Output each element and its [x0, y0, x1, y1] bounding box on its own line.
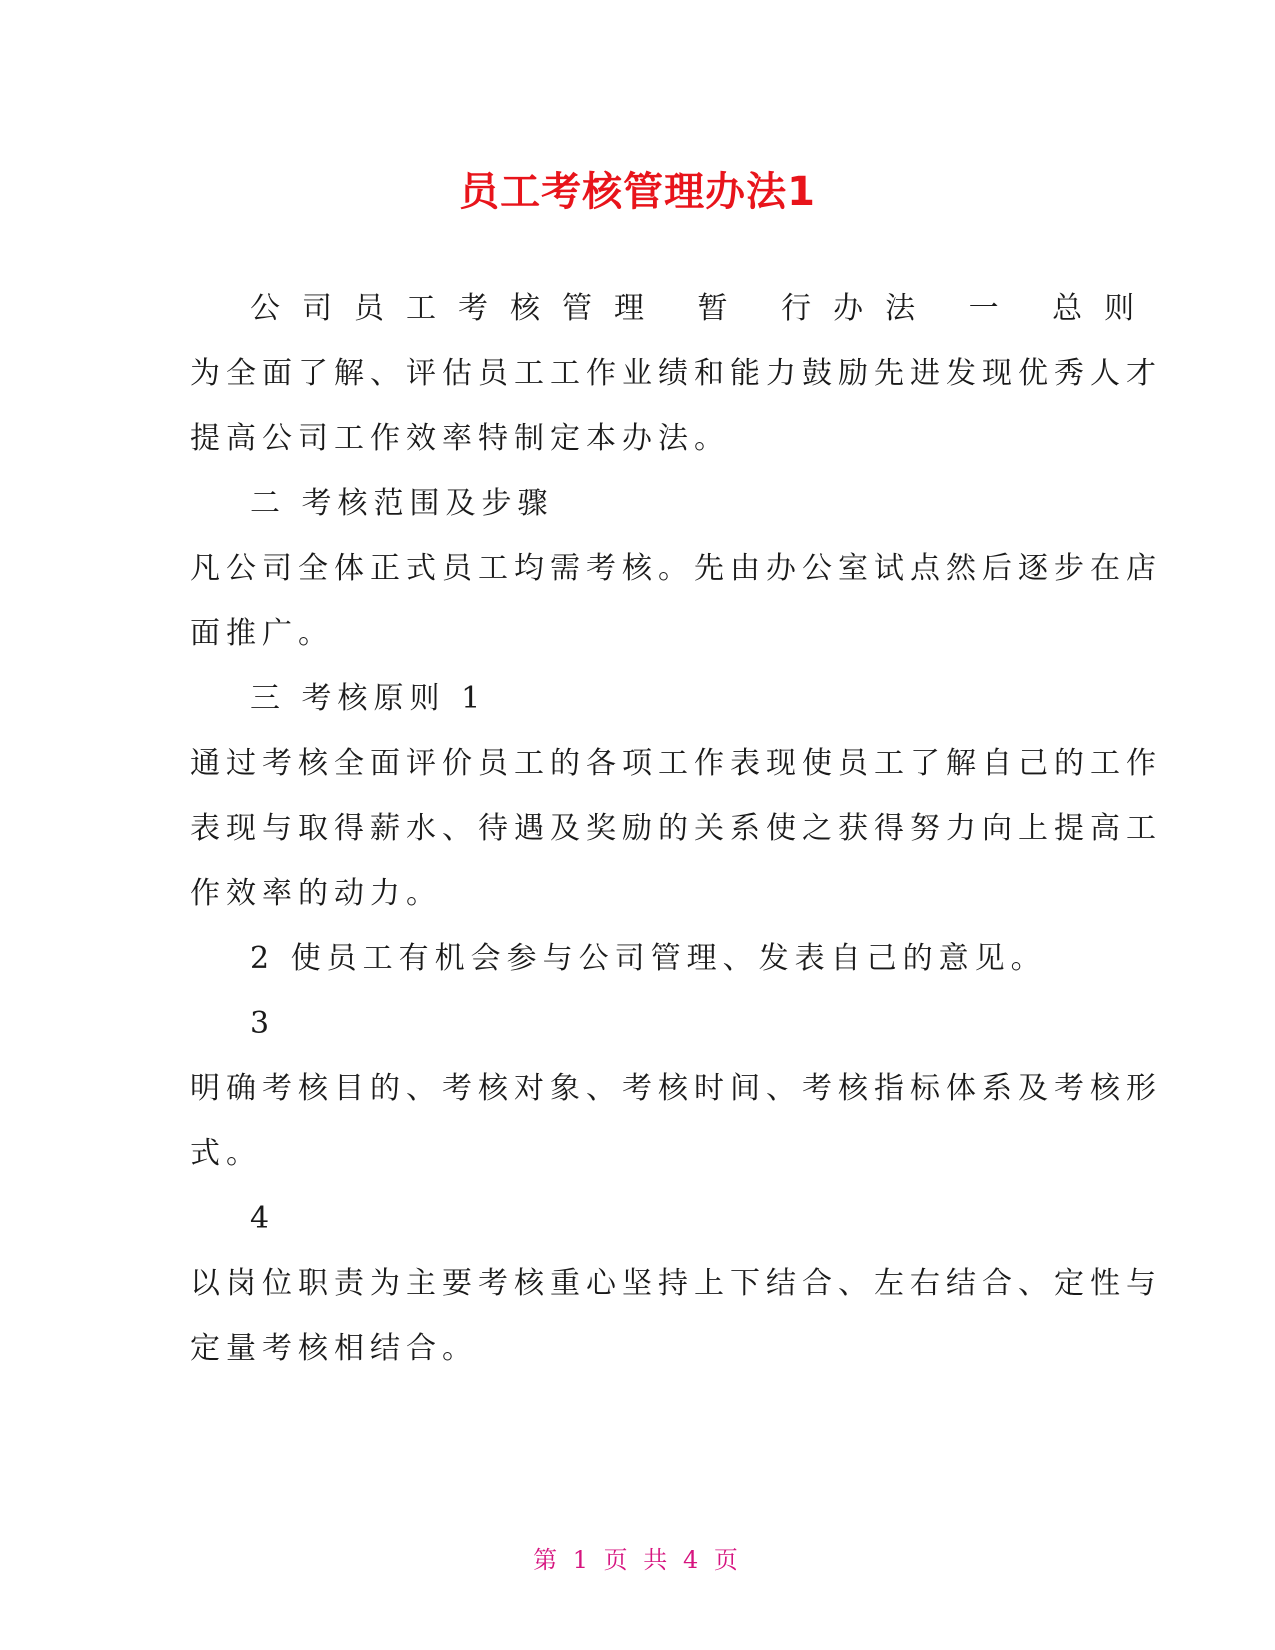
paragraph-line: 表现与取得薪水、待遇及奖励的关系使之获得努力向上提高工 [190, 811, 1162, 846]
paragraph-line: 明确考核目的、考核对象、考核时间、考核指标体系及考核形 [190, 1071, 1162, 1106]
item-number: 4 [250, 1201, 276, 1236]
paragraph-line: 为全面了解、评估员工工作业绩和能力鼓励先进发现优秀人才 [190, 356, 1162, 391]
paragraph-line: 定量考核相结合。 [190, 1331, 478, 1366]
paragraph-line: 提高公司工作效率特制定本办法。 [190, 421, 730, 456]
document-body [190, 290, 1162, 1395]
paragraph-line: 2 使员工有机会参与公司管理、发表自己的意见。 [250, 941, 1047, 976]
paragraph-line: 以岗位职责为主要考核重心坚持上下结合、左右结合、定性与 [190, 1266, 1162, 1301]
page-footer: 第 1 页 共 4 页 [533, 1546, 742, 1574]
paragraph-line: 式。 [190, 1136, 262, 1171]
section-heading: 二 考核范围及步骤 [250, 486, 554, 521]
document-title: 员工考核管理办法1 [459, 169, 816, 215]
paragraph-line: 面推广。 [190, 616, 334, 651]
paragraph-line: 通过考核全面评价员工的各项工作表现使员工了解自己的工作 [190, 746, 1162, 781]
paragraph-line: 公司员工考核管理 暂 行办法 一 总则 [250, 291, 1157, 326]
paragraph-line: 凡公司全体正式员工均需考核。先由办公室试点然后逐步在店 [190, 551, 1162, 586]
item-number: 3 [250, 1006, 276, 1041]
paragraph-line: 作效率的动力。 [190, 876, 442, 911]
section-heading: 三 考核原则 1 [250, 681, 487, 716]
